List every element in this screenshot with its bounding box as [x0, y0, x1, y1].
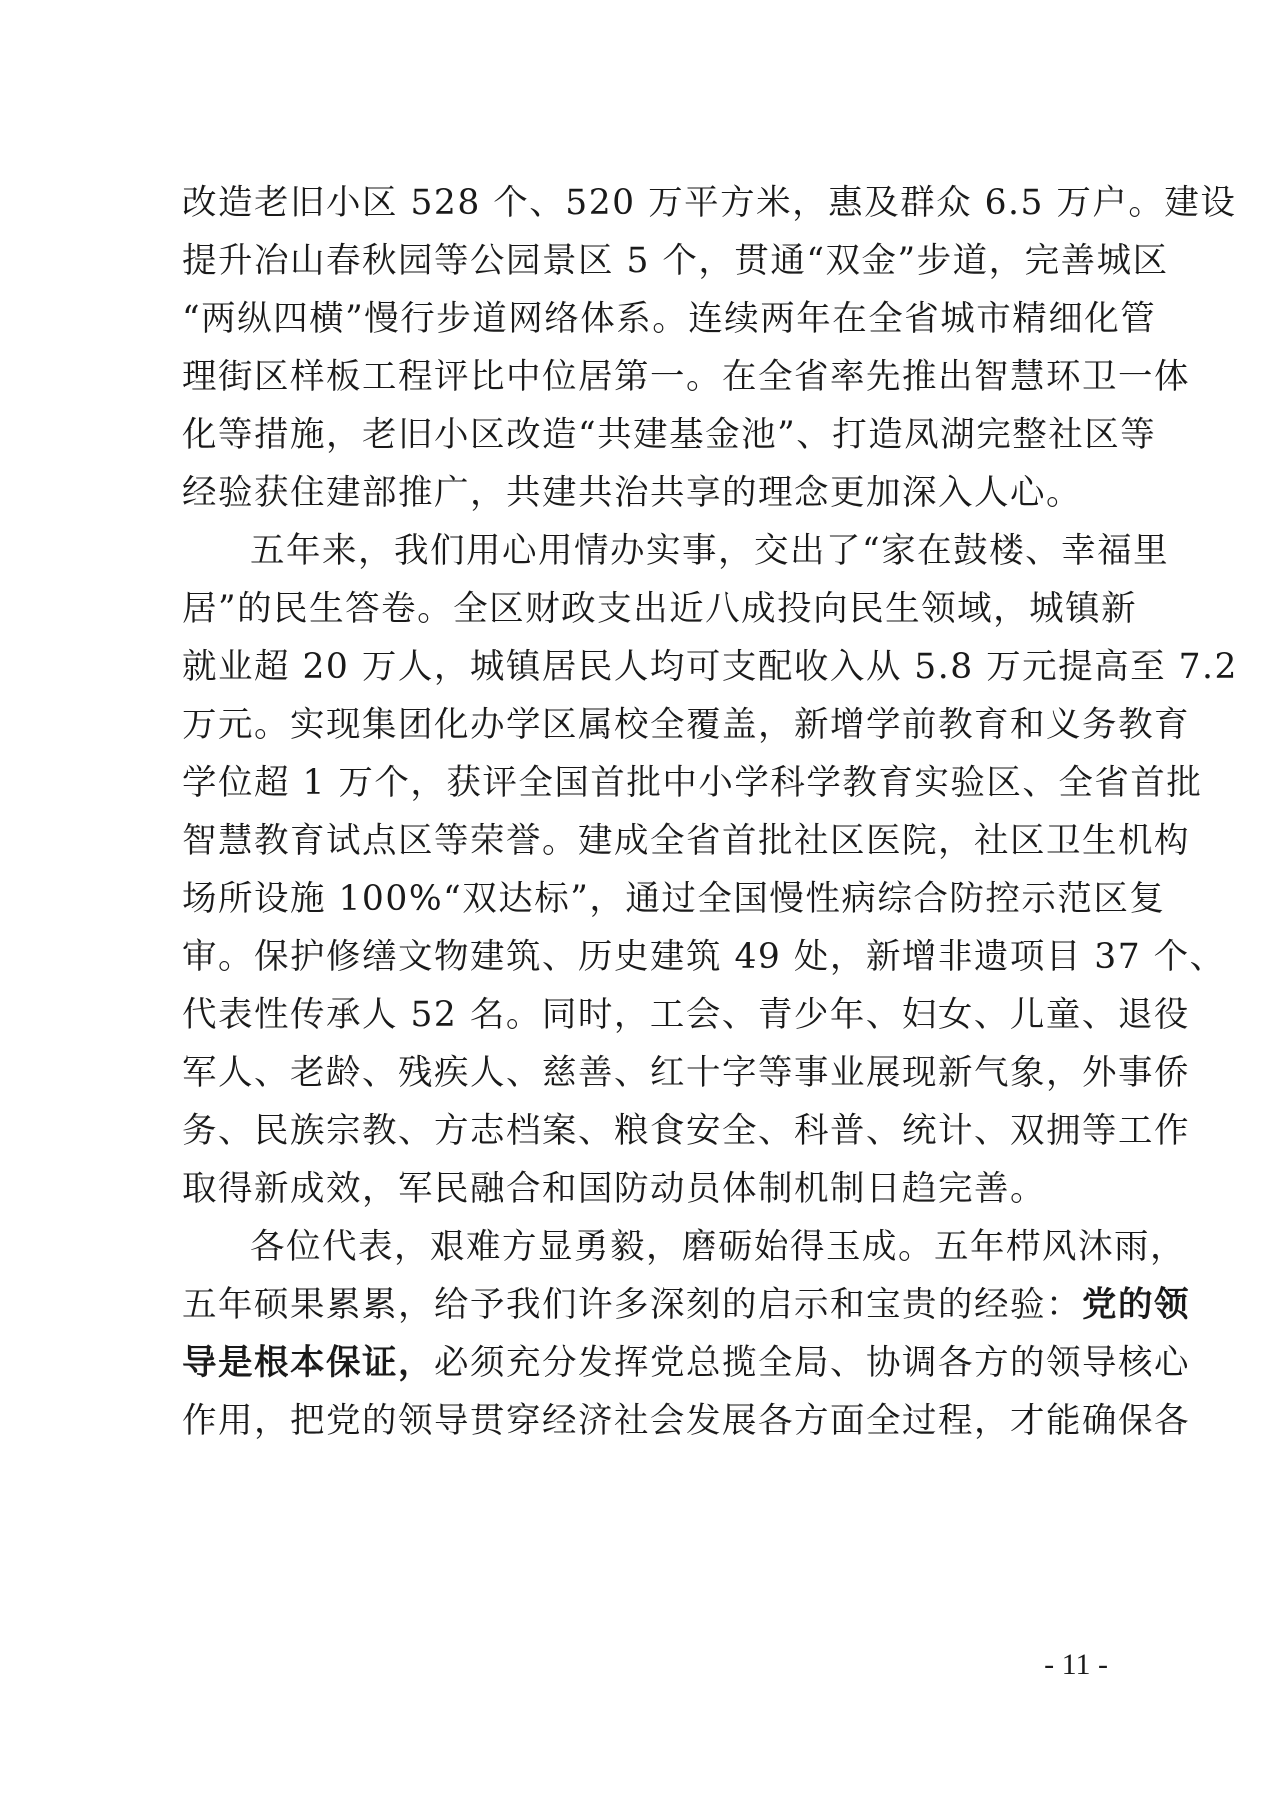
text-line: [182, 1335, 1190, 1391]
text-line: 智慧教育试点区等荣誉。建成全省首批社区医院，社区卫生机构: [182, 821, 1190, 861]
text-line: 经验获住建部推广，共建共治共享的理念更加深入人心。: [182, 473, 1082, 513]
text-line: 务、民族宗教、方志档案、粮食安全、科普、统计、双拥等工作: [182, 1111, 1190, 1151]
text-segment: 五年硕果累累，给予我们许多深刻的启示和宝贵的经验：: [182, 1285, 1082, 1325]
bold-text: 导是根本保证，: [182, 1343, 434, 1383]
text-line: 万元。实现集团化办学区属校全覆盖，新增学前教育和义务教育: [182, 705, 1190, 745]
text-line: 学位超 1 万个，获评全国首批中小学科学教育实验区、全省首批: [182, 763, 1203, 803]
bold-text: 党的领: [1082, 1285, 1190, 1325]
text-line: 居”的民生答卷。全区财政支出近八成投向民生领域，城镇新: [182, 589, 1138, 629]
text-line: 理街区样板工程评比中位居第一。在全省率先推出智慧环卫一体: [182, 357, 1190, 397]
text-line: 作用，把党的领导贯穿经济社会发展各方面全过程，才能确保各: [182, 1401, 1190, 1441]
text-line: 场所设施 100%“双达标”，通过全国慢性病综合防控示范区复: [182, 879, 1166, 919]
text-line: 改造老旧小区 528 个、520 万平方米，惠及群众 6.5 万户。建设: [182, 183, 1237, 223]
paragraph-first-line: 五年来，我们用心用情办实事，交出了“家在鼓楼、幸福里: [250, 531, 1170, 571]
paragraph-first-line: 各位代表，艰难方显勇毅，磨砺始得玉成。五年栉风沐雨，: [250, 1227, 1186, 1267]
text-line: 提升冶山春秋园等公园景区 5 个，贯通“双金”步道，完善城区: [182, 241, 1169, 281]
text-line: “两纵四横”慢行步道网络体系。连续两年在全省城市精细化管: [182, 299, 1157, 339]
text-line: 化等措施，老旧小区改造“共建基金池”、打造凤湖完整社区等: [182, 415, 1157, 455]
text-line: 取得新成效，军民融合和国防动员体制机制日趋完善。: [182, 1169, 1046, 1209]
text-line: 代表性传承人 52 名。同时，工会、青少年、妇女、儿童、退役: [182, 995, 1190, 1035]
text-line: 审。保护修缮文物建筑、历史建筑 49 处，新增非遗项目 37 个、: [182, 937, 1226, 977]
text-segment: 必须充分发挥党总揽全局、协调各方的领导核心: [434, 1343, 1190, 1383]
text-line: 就业超 20 万人，城镇居民人均可支配收入从 5.8 万元提高至 7.2: [182, 647, 1238, 687]
text-line: [182, 1277, 1190, 1333]
page-number: - 11 -: [1044, 1648, 1108, 1681]
text-line: 军人、老龄、残疾人、慈善、红十字等事业展现新气象，外事侨: [182, 1053, 1190, 1093]
